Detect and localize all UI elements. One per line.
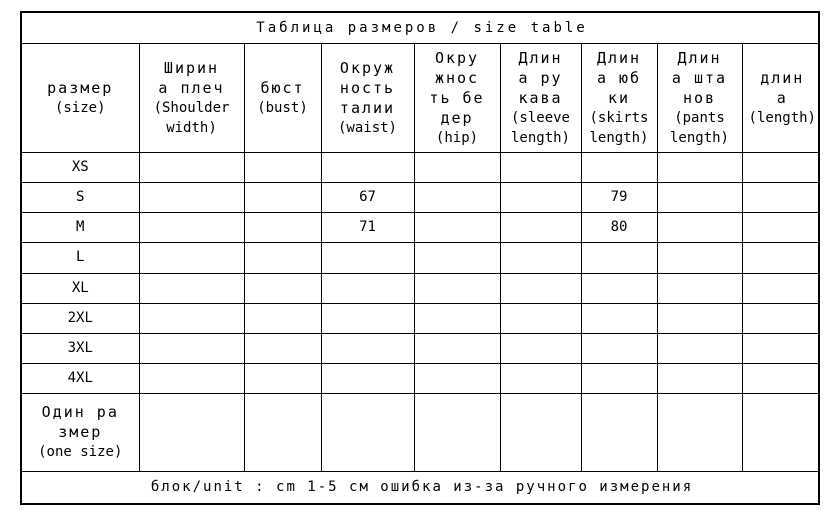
cell-bust [244, 394, 321, 471]
header-en-line: (skirts [589, 110, 649, 127]
cell-skirts-length [581, 152, 657, 182]
header-en-line: length) [669, 130, 729, 147]
cell-waist [321, 243, 414, 273]
cell-skirts-length: 79 [581, 183, 657, 213]
table-row [22, 183, 820, 213]
cell-length [742, 273, 820, 303]
header-ru-line: дер [440, 109, 474, 128]
header-hip [414, 44, 500, 153]
cell-skirts-length [581, 364, 657, 394]
header-en-line: (bust) [257, 100, 308, 117]
header-sleeve-length [500, 44, 581, 153]
header-ru-line: Окруж [339, 59, 396, 78]
header-en-line: (sleeve [510, 110, 570, 127]
size-table [22, 13, 820, 503]
cell-shoulder-width [139, 243, 244, 273]
size-label: 3XL [22, 333, 139, 363]
header-ru-line: Длин [677, 49, 722, 68]
cell-pants-length [657, 364, 742, 394]
header-row [22, 44, 820, 153]
header-ru-line: ность [339, 79, 396, 98]
cell-waist [321, 364, 414, 394]
one-size-ru-line: змер [58, 423, 103, 442]
header-ru-line: ки [607, 89, 631, 108]
footer-row [22, 471, 820, 503]
cell-shoulder-width [139, 152, 244, 182]
header-ru-line: нов [682, 89, 717, 108]
cell-hip [414, 152, 500, 182]
cell-bust [244, 273, 321, 303]
cell-pants-length [657, 303, 742, 333]
cell-hip [414, 303, 500, 333]
header-en-line: length) [589, 130, 649, 147]
one-size-en-line: (one size) [38, 444, 123, 461]
header-ru-line: кава [518, 89, 563, 108]
header-skirts-length [581, 44, 657, 153]
footer-note: блок/unit : cm 1-5 см ошибка из-за ручного измерения [22, 471, 820, 503]
header-ru-line: размер [47, 79, 114, 98]
cell-sleeve-length [500, 152, 581, 182]
cell-skirts-length [581, 394, 657, 471]
cell-length [742, 333, 820, 363]
header-en-line: (length) [748, 110, 816, 127]
cell-pants-length [657, 333, 742, 363]
cell-skirts-length [581, 303, 657, 333]
cell-shoulder-width [139, 303, 244, 333]
cell-skirts-length [581, 273, 657, 303]
cell-bust [244, 213, 321, 243]
cell-hip [414, 183, 500, 213]
table-row [22, 213, 820, 243]
cell-hip [414, 364, 500, 394]
size-label-one-size [22, 394, 139, 471]
header-ru-line: ть бе [429, 89, 485, 108]
cell-skirts-length [581, 333, 657, 363]
size-label: L [22, 243, 139, 273]
header-ru-line: длин [760, 69, 805, 88]
header-waist [321, 44, 414, 153]
cell-shoulder-width [139, 213, 244, 243]
cell-waist [321, 152, 414, 182]
header-en-line: (size) [54, 100, 106, 117]
table-row [22, 364, 820, 394]
header-en-line: (hip) [435, 130, 479, 147]
header-ru-line: Окру [434, 49, 480, 68]
cell-pants-length [657, 213, 742, 243]
header-length [742, 44, 820, 153]
size-label: S [22, 183, 139, 213]
header-en-line: width) [166, 120, 217, 137]
table-row [22, 243, 820, 273]
header-en-line: length) [510, 130, 570, 147]
cell-bust [244, 333, 321, 363]
cell-shoulder-width [139, 273, 244, 303]
size-label: M [22, 213, 139, 243]
cell-bust [244, 243, 321, 273]
header-en-line: (pants [674, 110, 725, 127]
cell-sleeve-length [500, 243, 581, 273]
cell-skirts-length: 80 [581, 213, 657, 243]
cell-hip [414, 273, 500, 303]
header-ru-line: а ру [518, 69, 563, 88]
cell-sleeve-length [500, 303, 581, 333]
table-row [22, 303, 820, 333]
header-shoulder-width [139, 44, 244, 153]
cell-length [742, 303, 820, 333]
header-ru-line: Длин [596, 49, 642, 68]
cell-length [742, 152, 820, 182]
table-row [22, 333, 820, 363]
cell-pants-length [657, 394, 742, 471]
cell-shoulder-width [139, 333, 244, 363]
cell-waist [321, 394, 414, 471]
size-table-sheet [20, 11, 820, 505]
cell-pants-length [657, 273, 742, 303]
cell-shoulder-width [139, 183, 244, 213]
header-ru-line: талии [339, 99, 396, 118]
cell-shoulder-width [139, 394, 244, 471]
header-ru-line: бюст [260, 79, 305, 98]
cell-length [742, 364, 820, 394]
cell-skirts-length [581, 243, 657, 273]
cell-sleeve-length [500, 183, 581, 213]
header-ru-line: Длин [518, 49, 563, 68]
cell-pants-length [657, 243, 742, 273]
cell-sleeve-length [500, 213, 581, 243]
table-row-one-size [22, 394, 820, 471]
cell-bust [244, 364, 321, 394]
header-ru-line: а юб [596, 69, 642, 88]
size-label: 2XL [22, 303, 139, 333]
cell-length [742, 183, 820, 213]
size-label: XL [22, 273, 139, 303]
header-en-line: (waist) [337, 120, 397, 137]
size-label: 4XL [22, 364, 139, 394]
cell-waist [321, 333, 414, 363]
table-title: Таблица размеров / size table [22, 13, 820, 44]
cell-sleeve-length [500, 333, 581, 363]
header-ru-line: а [776, 89, 788, 108]
cell-pants-length [657, 152, 742, 182]
header-ru-line: а плеч [158, 79, 225, 98]
cell-waist: 67 [321, 183, 414, 213]
size-label: XS [22, 152, 139, 182]
cell-sleeve-length [500, 394, 581, 471]
cell-shoulder-width [139, 364, 244, 394]
cell-pants-length [657, 183, 742, 213]
cell-waist [321, 273, 414, 303]
cell-hip [414, 243, 500, 273]
cell-bust [244, 183, 321, 213]
cell-hip [414, 213, 500, 243]
cell-sleeve-length [500, 273, 581, 303]
header-en-line: (Shoulder [153, 100, 230, 117]
cell-waist [321, 303, 414, 333]
cell-hip [414, 394, 500, 471]
header-ru-line: жнос [434, 69, 480, 88]
cell-waist: 71 [321, 213, 414, 243]
cell-length [742, 243, 820, 273]
cell-sleeve-length [500, 364, 581, 394]
cell-hip [414, 333, 500, 363]
header-size [22, 44, 139, 153]
table-row [22, 152, 820, 182]
header-pants-length [657, 44, 742, 153]
header-ru-line: Ширин [163, 59, 220, 78]
one-size-ru-line: Один ра [41, 403, 119, 422]
cell-bust [244, 152, 321, 182]
header-bust [244, 44, 321, 153]
cell-length [742, 213, 820, 243]
cell-length [742, 394, 820, 471]
header-ru-line: а шта [671, 69, 728, 88]
cell-bust [244, 303, 321, 333]
table-row [22, 273, 820, 303]
